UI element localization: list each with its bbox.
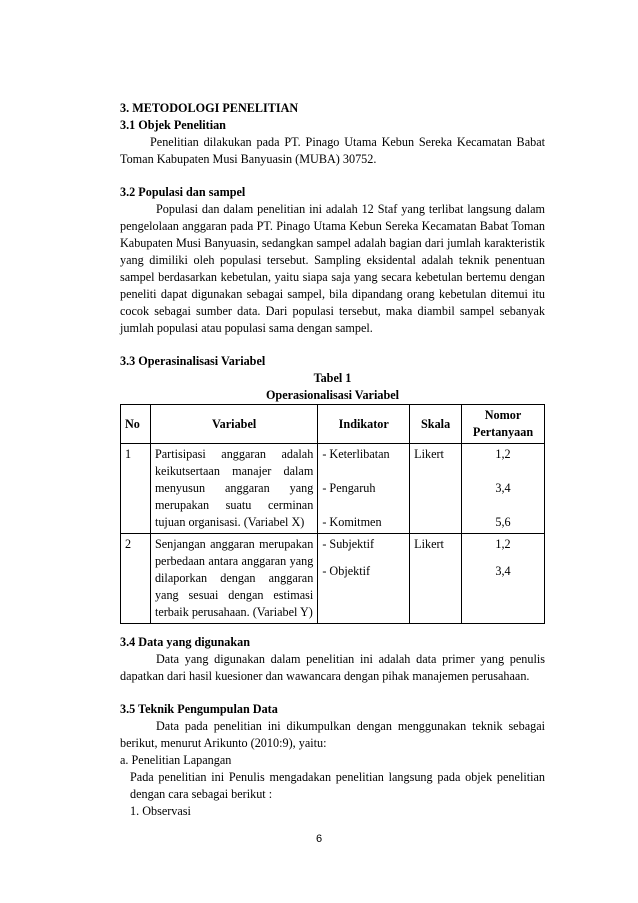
nomor-item: 5,6: [495, 515, 511, 529]
table-caption-number: Tabel 1: [313, 371, 352, 385]
cell-skala: Likert: [410, 444, 462, 534]
table-caption-title: Operasionalisasi Variabel: [265, 388, 400, 402]
table-row: [121, 444, 545, 534]
list-item-a-body: Pada penelitian ini Penulis mengadakan penelitian langsung pada objek penelitian dengan cara sebagai berikut :: [130, 770, 545, 801]
section-3-1-paragraph: Penelitian dilakukan pada PT. Pinago Utama Kebun Sereka Kecamatan Babat Toman Kabupaten Musi Banyuasin (MUBA) 30752.: [120, 135, 545, 166]
variable-table: [120, 404, 545, 624]
cell-no: 2: [121, 534, 151, 624]
section-3-2-heading: 3.2 Populasi dan sampel: [120, 185, 246, 199]
header-skala: Skala: [410, 405, 462, 444]
cell-indikator: [318, 534, 410, 624]
cell-nomor: [462, 444, 545, 534]
table-row: [121, 534, 545, 624]
table-header-row: [121, 405, 545, 444]
indikator-item: - Objektif: [322, 564, 371, 578]
section-3-5-paragraph: Data pada penelitian ini dikumpulkan dengan menggunakan teknik sebagai berikut, menurut Arikunto (2010:9), yaitu:: [120, 719, 545, 750]
section-3-2-paragraph: Populasi dan dalam penelitian ini adalah 12 Staf yang terlibat langsung dalam pengelolaan anggaran pada PT. Pinago Utama Kebun Sereka Kecamatan Babat Toman Kabupaten Musi Banyuasin, sedangkan sampel adalah bagian dari jumlah karakteristik yang dimiliki oleh populasi tersebut. Sampling eksidental adalah teknik penentuan sampel berdasarkan kebetulan, yaitu siapa saja yang secara kebetulan bertemu dengan peneliti dapat digunakan sebagai sampel, bila dipandang orang kebetulan ditemui itu cocok sebagai sumber data. Dari populasi tersebut, maka diambil sampel sebanyak jumlah populasi atau populasi sama dengan sampel.: [120, 202, 545, 335]
cell-nomor: [462, 534, 545, 624]
cell-no: 1: [121, 444, 151, 534]
indikator-item: - Komitmen: [322, 515, 382, 529]
cell-variabel: Partisipasi anggaran adalah keikutsertaan manajer dalam menyusun anggaran yang merupakan suatu cerminan tujuan organisasi. (Variabel X): [150, 444, 317, 534]
section-3-1-heading: 3.1 Objek Penelitian: [120, 118, 226, 132]
nomor-item: 3,4: [495, 564, 511, 578]
indikator-item: - Subjektif: [322, 537, 375, 551]
cell-skala: Likert: [410, 534, 462, 624]
header-no: No: [121, 405, 151, 444]
nomor-item: 3,4: [495, 481, 511, 495]
section-3-4-paragraph: Data yang digunakan dalam penelitian ini adalah data primer yang penulis dapatkan dari hasil kuesioner dan wawancara dengan pihak manajemen perusahaan.: [120, 652, 545, 683]
list-item-1: 1. Observasi: [130, 804, 191, 818]
nomor-item: 1,2: [495, 447, 511, 461]
section-3-heading: 3. METODOLOGI PENELITIAN: [120, 101, 299, 115]
section-3-4-heading: 3.4 Data yang digunakan: [120, 635, 251, 649]
cell-variabel: Senjangan anggaran merupakan perbedaan antara anggaran yang dilaporkan dengan anggaran yang sesuai dengan estimasi terbaik perusahaan. (Variabel Y): [150, 534, 317, 624]
nomor-item: 1,2: [495, 537, 511, 551]
section-3-5-heading: 3.5 Teknik Pengumpulan Data: [120, 702, 278, 716]
header-indikator: Indikator: [318, 405, 410, 444]
header-variabel: Variabel: [150, 405, 317, 444]
page-content: [120, 100, 545, 820]
cell-indikator: [318, 444, 410, 534]
list-item-a: a. Penelitian Lapangan: [120, 753, 232, 767]
indikator-item: - Pengaruh: [322, 481, 376, 495]
section-3-3-heading: 3.3 Operasinalisasi Variabel: [120, 354, 266, 368]
header-nomor-pertanyaan: Nomor Pertanyaan: [462, 405, 545, 444]
page-number: 6: [315, 833, 323, 845]
indikator-item: - Keterlibatan: [322, 447, 390, 461]
